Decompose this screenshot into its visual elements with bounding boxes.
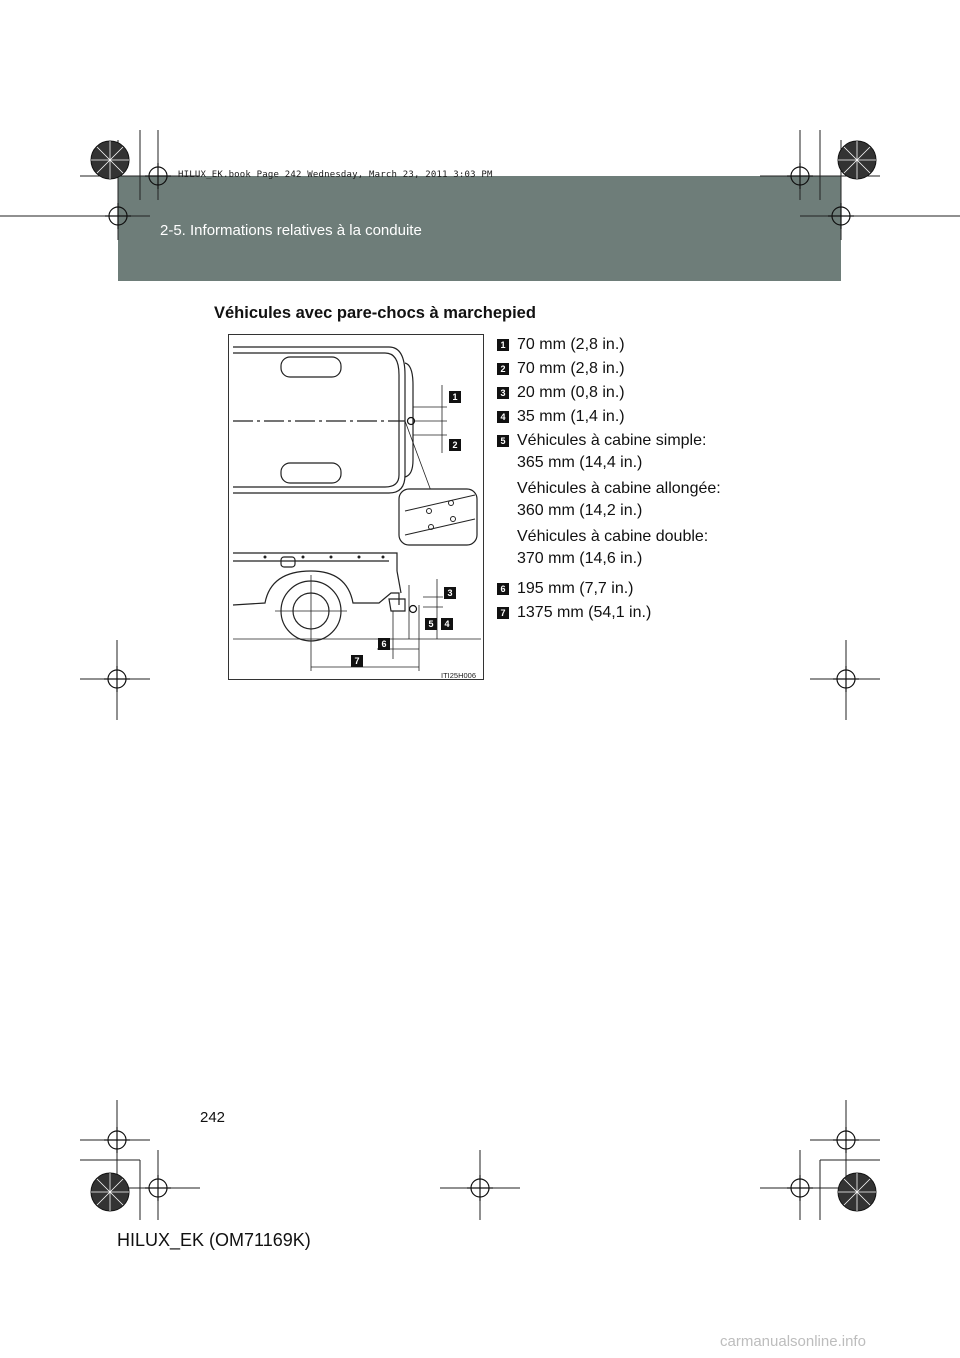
vehicle-drawing (229, 335, 485, 681)
section-heading: 2-5. Informations relatives à la conduite (160, 222, 422, 239)
item-text: 35 mm (1,4 in.) (517, 408, 625, 425)
callout-4: 4 (444, 619, 450, 629)
callout-2: 2 (452, 440, 458, 450)
item-text: 195 mm (7,7 in.) (517, 580, 634, 597)
item-text: 20 mm (0,8 in.) (517, 384, 625, 401)
watermark: carmanualsonline.info (720, 1333, 866, 1350)
vehicle-diagram (228, 334, 484, 680)
item-number-badge: 4 (497, 411, 509, 423)
callout-7: 7 (354, 656, 360, 666)
item-text: 70 mm (2,8 in.) (517, 336, 625, 353)
item-number-badge: 7 (497, 607, 509, 619)
item-number-badge: 5 (497, 435, 509, 447)
item-text: 1375 mm (54,1 in.) (517, 604, 652, 621)
section-title: Véhicules avec pare-chocs à marchepied (214, 304, 536, 322)
hitch-point-side (410, 606, 417, 613)
footer-model: HILUX_EK (OM71169K) (117, 1230, 311, 1250)
callout-5: 5 (428, 619, 434, 629)
item-text: 70 mm (2,8 in.) (517, 360, 625, 377)
item-number-badge: 3 (497, 387, 509, 399)
item-text: 365 mm (14,4 in.) (517, 454, 643, 471)
page-number: 242 (200, 1109, 226, 1126)
item-text: Véhicules à cabine allongée: (517, 480, 721, 497)
item-text: Véhicules à cabine double: (517, 528, 709, 545)
item-number-badge: 2 (497, 363, 509, 375)
item-number-badge: 1 (497, 339, 509, 351)
callout-3: 3 (447, 588, 453, 598)
callout-6: 6 (381, 639, 387, 649)
item-text: 370 mm (14,6 in.) (517, 550, 643, 567)
callout-1: 1 (452, 392, 458, 402)
file-stamp: HILUX_EK.book Page 242 Wednesday, March 23, 2011 3:03 PM (178, 170, 493, 180)
figure-code: ITI25H006 (441, 671, 477, 680)
item-number-badge: 6 (497, 583, 509, 595)
item-text: 360 mm (14,2 in.) (517, 502, 643, 519)
item-text: Véhicules à cabine simple: (517, 432, 707, 449)
